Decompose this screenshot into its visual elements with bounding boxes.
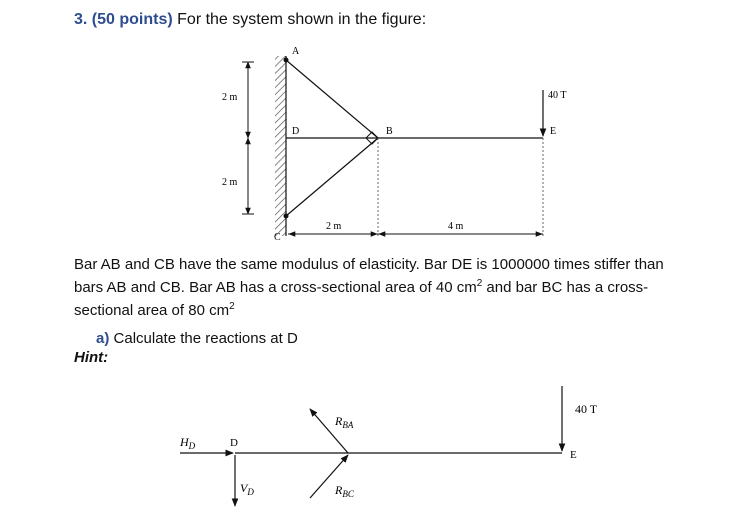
label-A: A: [292, 46, 300, 57]
pin-A: [284, 58, 289, 63]
description-line-2: bars AB and CB. Bar AB has a cross-sectional area of 40 cm: [74, 279, 477, 296]
question-points: (50 points): [91, 11, 173, 28]
dim-top-label: 2 m: [222, 92, 238, 103]
description-line-1: Bar AB and CB have the same modulus of elasticity. Bar DE is 1000000 times stiffer than: [74, 256, 664, 273]
label-B: B: [386, 126, 393, 137]
superscript-2: 2: [476, 278, 483, 289]
vd-label: $V_D$: [240, 481, 254, 497]
description-line-2-end: and bar BC has a cross-: [482, 279, 649, 296]
hint-label: Hint:: [74, 349, 109, 366]
label-D: D: [292, 126, 300, 137]
e-label: E: [570, 449, 577, 461]
fixed-wall: [275, 56, 286, 236]
dim-horizontal-2-label: 4 m: [448, 221, 464, 232]
superscript-2b: 2: [229, 301, 235, 312]
question-header: [74, 11, 426, 29]
problem-description: [74, 255, 724, 320]
hd-label: $H_D$: [180, 435, 196, 451]
d-label: D: [230, 437, 238, 449]
dim-bottom-label: 2 m: [222, 177, 238, 188]
description-line-3: sectional area of 80 cm: [74, 302, 230, 319]
free-body-diagram: [170, 376, 620, 526]
label-E: E: [550, 126, 557, 137]
pin-C: [284, 214, 289, 219]
dim-horizontal-1-label: 2 m: [326, 221, 342, 232]
rbc-label: $R_{BC}$: [335, 483, 354, 499]
label-C: C: [274, 232, 281, 243]
question-prompt: For the system shown in the figure:: [177, 11, 427, 28]
part-a-label: a): [96, 330, 110, 347]
load-label: 40 T: [548, 90, 567, 101]
rba-label: $R_{BA}$: [335, 414, 354, 430]
bar-CB: [286, 138, 378, 216]
bar-AB: [286, 60, 378, 138]
structure-figure: [200, 42, 567, 252]
load-label-2: 40 T: [575, 402, 598, 416]
part-a-text: Calculate the reactions at D: [113, 330, 298, 347]
question-number: 3.: [74, 11, 88, 28]
part-a: [96, 330, 298, 347]
